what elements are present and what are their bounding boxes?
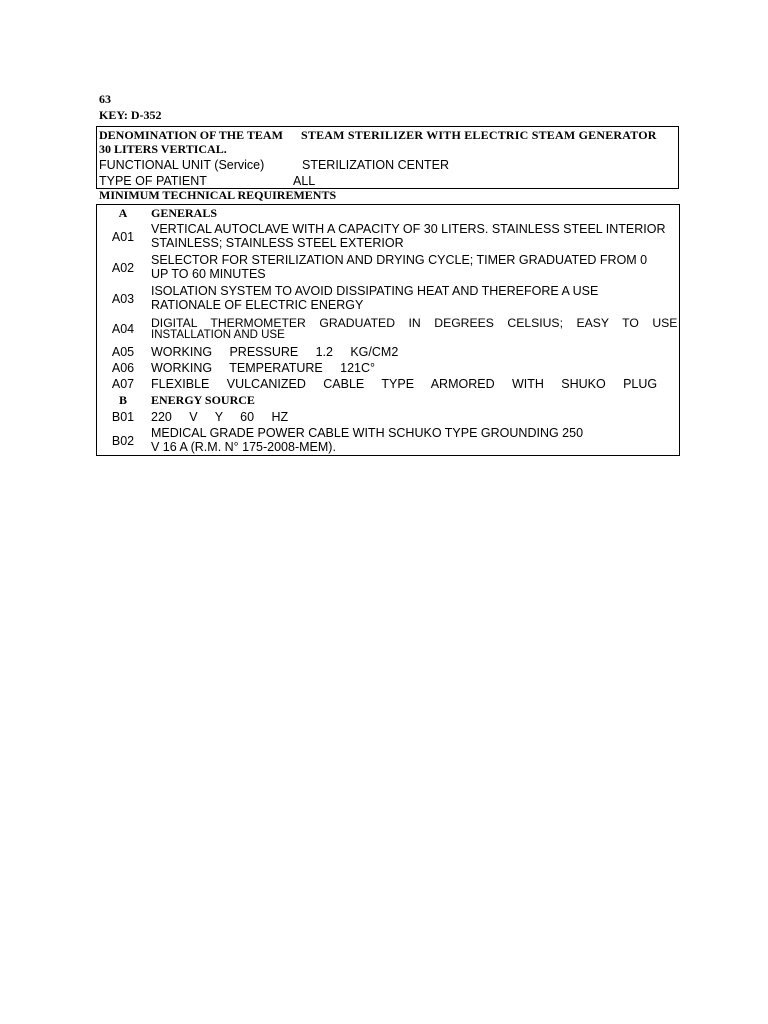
requirement-row (97, 284, 679, 314)
patient-type-label: TYPE OF PATIENT (99, 174, 207, 188)
requirement-row (97, 222, 679, 252)
section-header (97, 393, 679, 409)
requirement-line: MEDICAL GRADE POWER CABLE WITH SCHUKO TYPE GROUNDING 250 (151, 426, 584, 440)
requirement-line: 220 V Y 60 HZ (151, 410, 289, 424)
requirement-code: A06 (111, 361, 135, 375)
requirements-table (96, 204, 680, 456)
section-code: A (118, 206, 128, 220)
equipment-header-box (96, 126, 679, 189)
denomination-value-continued: 30 LITERS VERTICAL. (99, 142, 227, 156)
functional-unit-value: STERILIZATION CENTER (302, 158, 450, 172)
denomination-value: STEAM STERILIZER WITH ELECTRIC STEAM GENERATOR (301, 128, 657, 142)
requirement-code: B02 (111, 434, 135, 448)
requirement-row (97, 426, 679, 456)
requirement-line: FLEXIBLE VULCANIZED CABLE TYPE ARMORED WITH SHUKO PLUG (151, 377, 658, 391)
patient-type-value: ALL (293, 174, 316, 188)
requirement-line: RATIONALE OF ELECTRIC ENERGY (151, 298, 364, 312)
requirement-code: A01 (111, 230, 135, 244)
requirement-line: VERTICAL AUTOCLAVE WITH A CAPACITY OF 30 LITERS. STAINLESS STEEL INTERIOR (151, 222, 666, 236)
requirement-row (97, 253, 679, 283)
requirement-line: STAINLESS; STAINLESS STEEL EXTERIOR (151, 236, 404, 250)
requirement-line: INSTALLATION AND USE (151, 329, 285, 341)
page-number: 63 (99, 92, 111, 106)
requirement-row (97, 410, 679, 426)
requirement-row (97, 345, 679, 361)
section-header (97, 206, 679, 222)
requirement-line: WORKING PRESSURE 1.2 KG/CM2 (151, 345, 399, 359)
requirement-code: B01 (111, 410, 135, 424)
requirement-code: A04 (111, 322, 135, 336)
requirement-row (97, 377, 679, 393)
section-code: B (118, 393, 127, 407)
functional-unit-label: FUNCTIONAL UNIT (Service) (99, 158, 265, 172)
requirement-code: A07 (111, 377, 135, 391)
requirement-line: SELECTOR FOR STERILIZATION AND DRYING CYCLE; TIMER GRADUATED FROM 0 (151, 253, 648, 267)
requirement-line: V 16 A (R.M. N° 175-2008-MEM). (151, 440, 336, 454)
requirement-code: A02 (111, 261, 135, 275)
requirement-row (97, 316, 679, 344)
requirement-line: WORKING TEMPERATURE 121C° (151, 361, 376, 375)
requirement-row (97, 361, 679, 377)
requirement-line: DIGITAL THERMOMETER GRADUATED IN DEGREES CELSIUS; EASY TO USE (151, 316, 678, 330)
denomination-label: DENOMINATION OF THE TEAM (99, 128, 283, 142)
equipment-key: KEY: D-352 (99, 108, 162, 122)
requirement-code: A03 (111, 292, 135, 306)
requirement-code: A05 (111, 345, 135, 359)
requirements-title: MINIMUM TECHNICAL REQUIREMENTS (99, 188, 337, 202)
section-title: GENERALS (151, 206, 218, 220)
section-title: ENERGY SOURCE (151, 393, 255, 407)
requirement-line: UP TO 60 MINUTES (151, 267, 266, 281)
requirement-line: ISOLATION SYSTEM TO AVOID DISSIPATING HEAT AND THEREFORE A USE (151, 284, 599, 298)
